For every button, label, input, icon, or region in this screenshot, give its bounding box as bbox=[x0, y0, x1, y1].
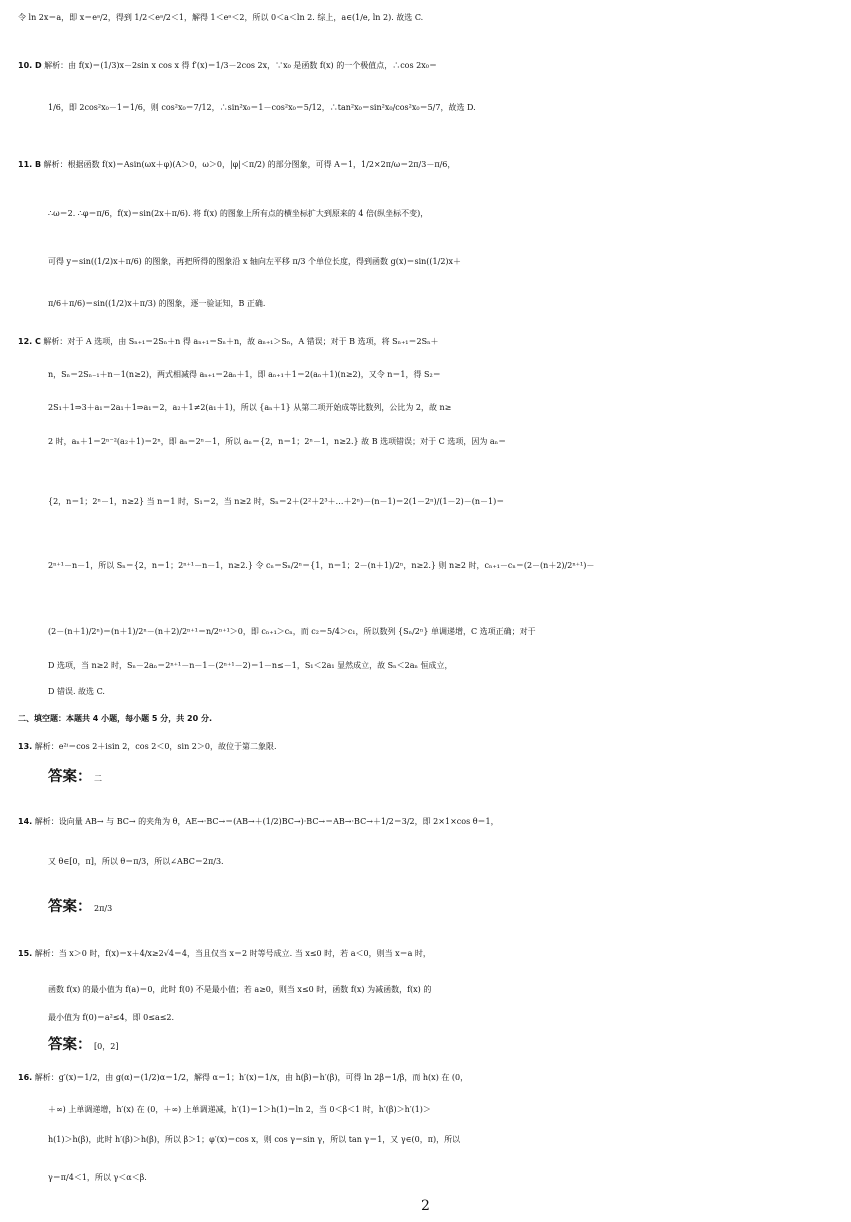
answer-line bbox=[48, 1035, 851, 1057]
problem-16-line bbox=[18, 1068, 851, 1088]
line-text: 解析：由 f(x)＝(1/3)x－2sin x cos x 得 f′(x)＝1/3－2cos 2x，∵x₀ 是函数 f(x) 的一个极值点，∴cos 2x₀＝ bbox=[44, 61, 437, 70]
text-line bbox=[48, 656, 851, 676]
line-text: 解析：g′(x)＝1/2，由 g(α)＝(1/2)α＝1/2，解得 α＝1；h′(x)＝1/x，由 h(β)＝h′(β)，可得 ln 2β＝1/β，而 h(x) 在 (0， bbox=[34, 1073, 469, 1082]
line-text: D 错误. 故选 C. bbox=[48, 687, 105, 696]
problem-10-line bbox=[18, 56, 851, 76]
answer-line bbox=[48, 767, 851, 789]
line-text: h(1)＞h(β)，此时 h′(β)＞h(β)，所以 β＞1；φ′(x)＝cos x，则 cos γ＝sin γ，所以 tan γ＝1，又 γ∈(0，π)，所以 bbox=[48, 1135, 461, 1144]
line-text: 2S₁＋1⇒3＋a₁＝2a₁＋1⇒a₁＝2，a₂＋1≠2(a₁＋1)，所以 {aₙ＋1} 从第二项开始成等比数列，公比为 2，故 n≥ bbox=[48, 403, 452, 412]
answer-value: 二 bbox=[94, 774, 103, 783]
line-text: 解析：对于 A 选项，由 Sₙ₊₁＝2Sₙ＋n 得 aₙ₊₁＝Sₙ＋n，故 aₙ₊₁＞Sₙ，A 错误；对于 B 选项，将 Sₙ₊₁＝2Sₙ＋ bbox=[43, 337, 439, 346]
text-line bbox=[48, 556, 851, 576]
text-line bbox=[48, 852, 851, 872]
line-text: (2－(n＋1)/2ⁿ)＝(n＋1)/2ⁿ－(n＋2)/2ⁿ⁺¹＝n/2ⁿ⁺¹＞0，即 cₙ₊₁＞cₙ，而 c₂＝5/4＞c₁，所以数列 {Sₙ/2ⁿ} 单调递增，C 选项正确；对于 bbox=[48, 627, 536, 636]
line-text: 最小值为 f(0)＝a²≤4，即 0≤a≤2. bbox=[48, 1013, 175, 1022]
text-line bbox=[48, 1168, 851, 1188]
answer-value: 2π/3 bbox=[94, 904, 113, 913]
line-text: π/6＋π/6)＝sin((1/2)x＋π/3) 的图象，逐一验证知，B 正确. bbox=[48, 299, 266, 308]
line-text: γ＝π/4＜1，所以 γ＜α＜β. bbox=[48, 1173, 147, 1182]
line-text: 又 θ∈[0，π]，所以 θ＝π/3，所以∠ABC＝2π/3. bbox=[48, 857, 224, 866]
line-text: 函数 f(x) 的最小值为 f(a)＝0，此时 f(0) 不是最小值；若 a≥0，则当 x≤0 时，函数 f(x) 为减函数，f(x) 的 bbox=[48, 985, 432, 994]
line-text: ＋∞) 上单调递增，h′(x) 在 (0，＋∞) 上单调递减，h′(1)＝1＞h(1)＝ln 2，当 0＜β＜1 时，h′(β)＞h′(1)＞ bbox=[48, 1105, 431, 1114]
problem-number: 15. bbox=[18, 949, 33, 958]
problem-11-line bbox=[18, 155, 851, 175]
text-line bbox=[48, 1100, 851, 1120]
problem-12-line bbox=[18, 332, 851, 352]
text-line bbox=[48, 1008, 851, 1028]
line-text: ∴ω＝2. ∴φ＝π/6，f(x)＝sin(2x＋π/6). 将 f(x) 的图象上所有点的横坐标扩大到原来的 4 倍(纵坐标不变)， bbox=[48, 209, 429, 218]
line-text: 解析：当 x＞0 时，f(x)＝x＋4/x≥2√4＝4，当且仅当 x＝2 时等号成立. 当 x≤0 时，若 a＜0，则当 x＝a 时， bbox=[34, 949, 431, 958]
line-text: 1/6，即 2cos²x₀－1＝1/6，则 cos²x₀＝7/12，∴sin²x₀＝1－cos²x₀＝5/12，∴tan²x₀＝sin²x₀/cos²x₀＝5/7，故选 D. bbox=[48, 103, 476, 112]
section-heading: 二、填空题：本题共 4 小题，每小题 5 分，共 20 分. bbox=[18, 714, 213, 723]
problem-number: 14. bbox=[18, 817, 33, 826]
text-line bbox=[48, 98, 851, 118]
text-line bbox=[48, 204, 851, 224]
text-line bbox=[48, 980, 851, 1000]
problem-15-line bbox=[18, 944, 851, 964]
line-text: 可得 y＝sin((1/2)x＋π/6) 的图象，再把所得的图象沿 x 轴向左平移 π/3 个单位长度，得到函数 g(x)＝sin((1/2)x＋ bbox=[48, 257, 462, 266]
line-text: D 选项，当 n≥2 时，Sₙ－2aₙ＝2ⁿ⁺¹－n－1－(2ⁿ⁺¹－2)＝1－n≤－1，S₁＜2a₁ 显然成立，故 Sₙ＜2aₙ 恒成立， bbox=[48, 661, 453, 670]
text-line bbox=[48, 1130, 851, 1150]
problem-number: 10. D bbox=[18, 61, 42, 70]
page-number: 2 bbox=[421, 1198, 430, 1214]
line-text: 2ⁿ⁺¹－n－1，所以 Sₙ＝{2，n＝1；2ⁿ⁺¹－n－1，n≥2.} 令 cₙ＝Sₙ/2ⁿ＝{1，n＝1；2－(n＋1)/2ⁿ，n≥2.} 则 n≥2 时，cₙ₊₁－cₙ＝(2－(n＋2)/2ⁿ⁺¹)－ bbox=[48, 561, 595, 570]
answer-label: 答案： bbox=[48, 1037, 92, 1053]
text-line bbox=[18, 8, 851, 28]
problem-14-line bbox=[18, 812, 851, 832]
text-line bbox=[48, 492, 851, 512]
text-line bbox=[48, 622, 851, 642]
line-text: 解析：根据函数 f(x)＝Asin(ωx＋φ)(A＞0，ω＞0，|φ|＜π/2) 的部分图象，可得 A＝1，1/2×2π/ω＝2π/3－π/6， bbox=[43, 160, 456, 169]
problem-13-line bbox=[18, 737, 851, 757]
problem-number: 12. C bbox=[18, 337, 41, 346]
line-text: 解析：设向量 AB→ 与 BC→ 的夹角为 θ，AE→·BC→＝(AB→＋(1/2)BC→)·BC→＝AB→·BC→＋1/2＝3/2，即 2×1×cos θ＝1， bbox=[34, 817, 499, 826]
answer-label: 答案： bbox=[48, 769, 92, 785]
line-text: n，Sₙ＝2Sₙ₋₁＋n－1(n≥2)，两式相减得 aₙ₊₁＝2aₙ＋1，即 aₙ₊₁＋1＝2(aₙ＋1)(n≥2)，又令 n＝1，得 S₂＝ bbox=[48, 370, 441, 379]
problem-number: 16. bbox=[18, 1073, 33, 1082]
answer-line bbox=[48, 897, 851, 919]
text-line bbox=[48, 294, 851, 314]
text-line bbox=[48, 252, 851, 272]
problem-number: 11. B bbox=[18, 160, 42, 169]
text-line bbox=[48, 398, 851, 418]
line-text: {2，n＝1；2ⁿ－1，n≥2} 当 n＝1 时，S₁＝2，当 n≥2 时，Sₙ＝2＋(2²＋2³＋…＋2ⁿ)－(n－1)＝2(1－2ⁿ)/(1－2)－(n－1)＝ bbox=[48, 497, 505, 506]
text-line bbox=[48, 365, 851, 385]
line-text: 2 时，aₙ＋1＝2ⁿ⁻²(a₂＋1)＝2ⁿ，即 aₙ＝2ⁿ－1，所以 aₙ＝{2，n＝1；2ⁿ－1，n≥2.} 故 B 选项错误；对于 C 选项，因为 aₙ＝ bbox=[48, 437, 507, 446]
text-line bbox=[48, 682, 851, 702]
answer-value: [0，2] bbox=[94, 1042, 119, 1051]
text-line bbox=[48, 432, 851, 452]
problem-number: 13. bbox=[18, 742, 33, 751]
line-text: 令 ln 2x＝a，即 x＝eᵃ/2，得到 1/2＜eᵃ/2＜1，解得 1＜eᵃ＜2，所以 0＜a＜ln 2. 综上，a∈(1/e, ln 2). 故选 C. bbox=[18, 13, 424, 22]
answer-label: 答案： bbox=[48, 899, 92, 915]
line-text: 解析：e²ⁱ＝cos 2＋isin 2，cos 2＜0，sin 2＞0，故位于第二象限. bbox=[34, 742, 277, 751]
